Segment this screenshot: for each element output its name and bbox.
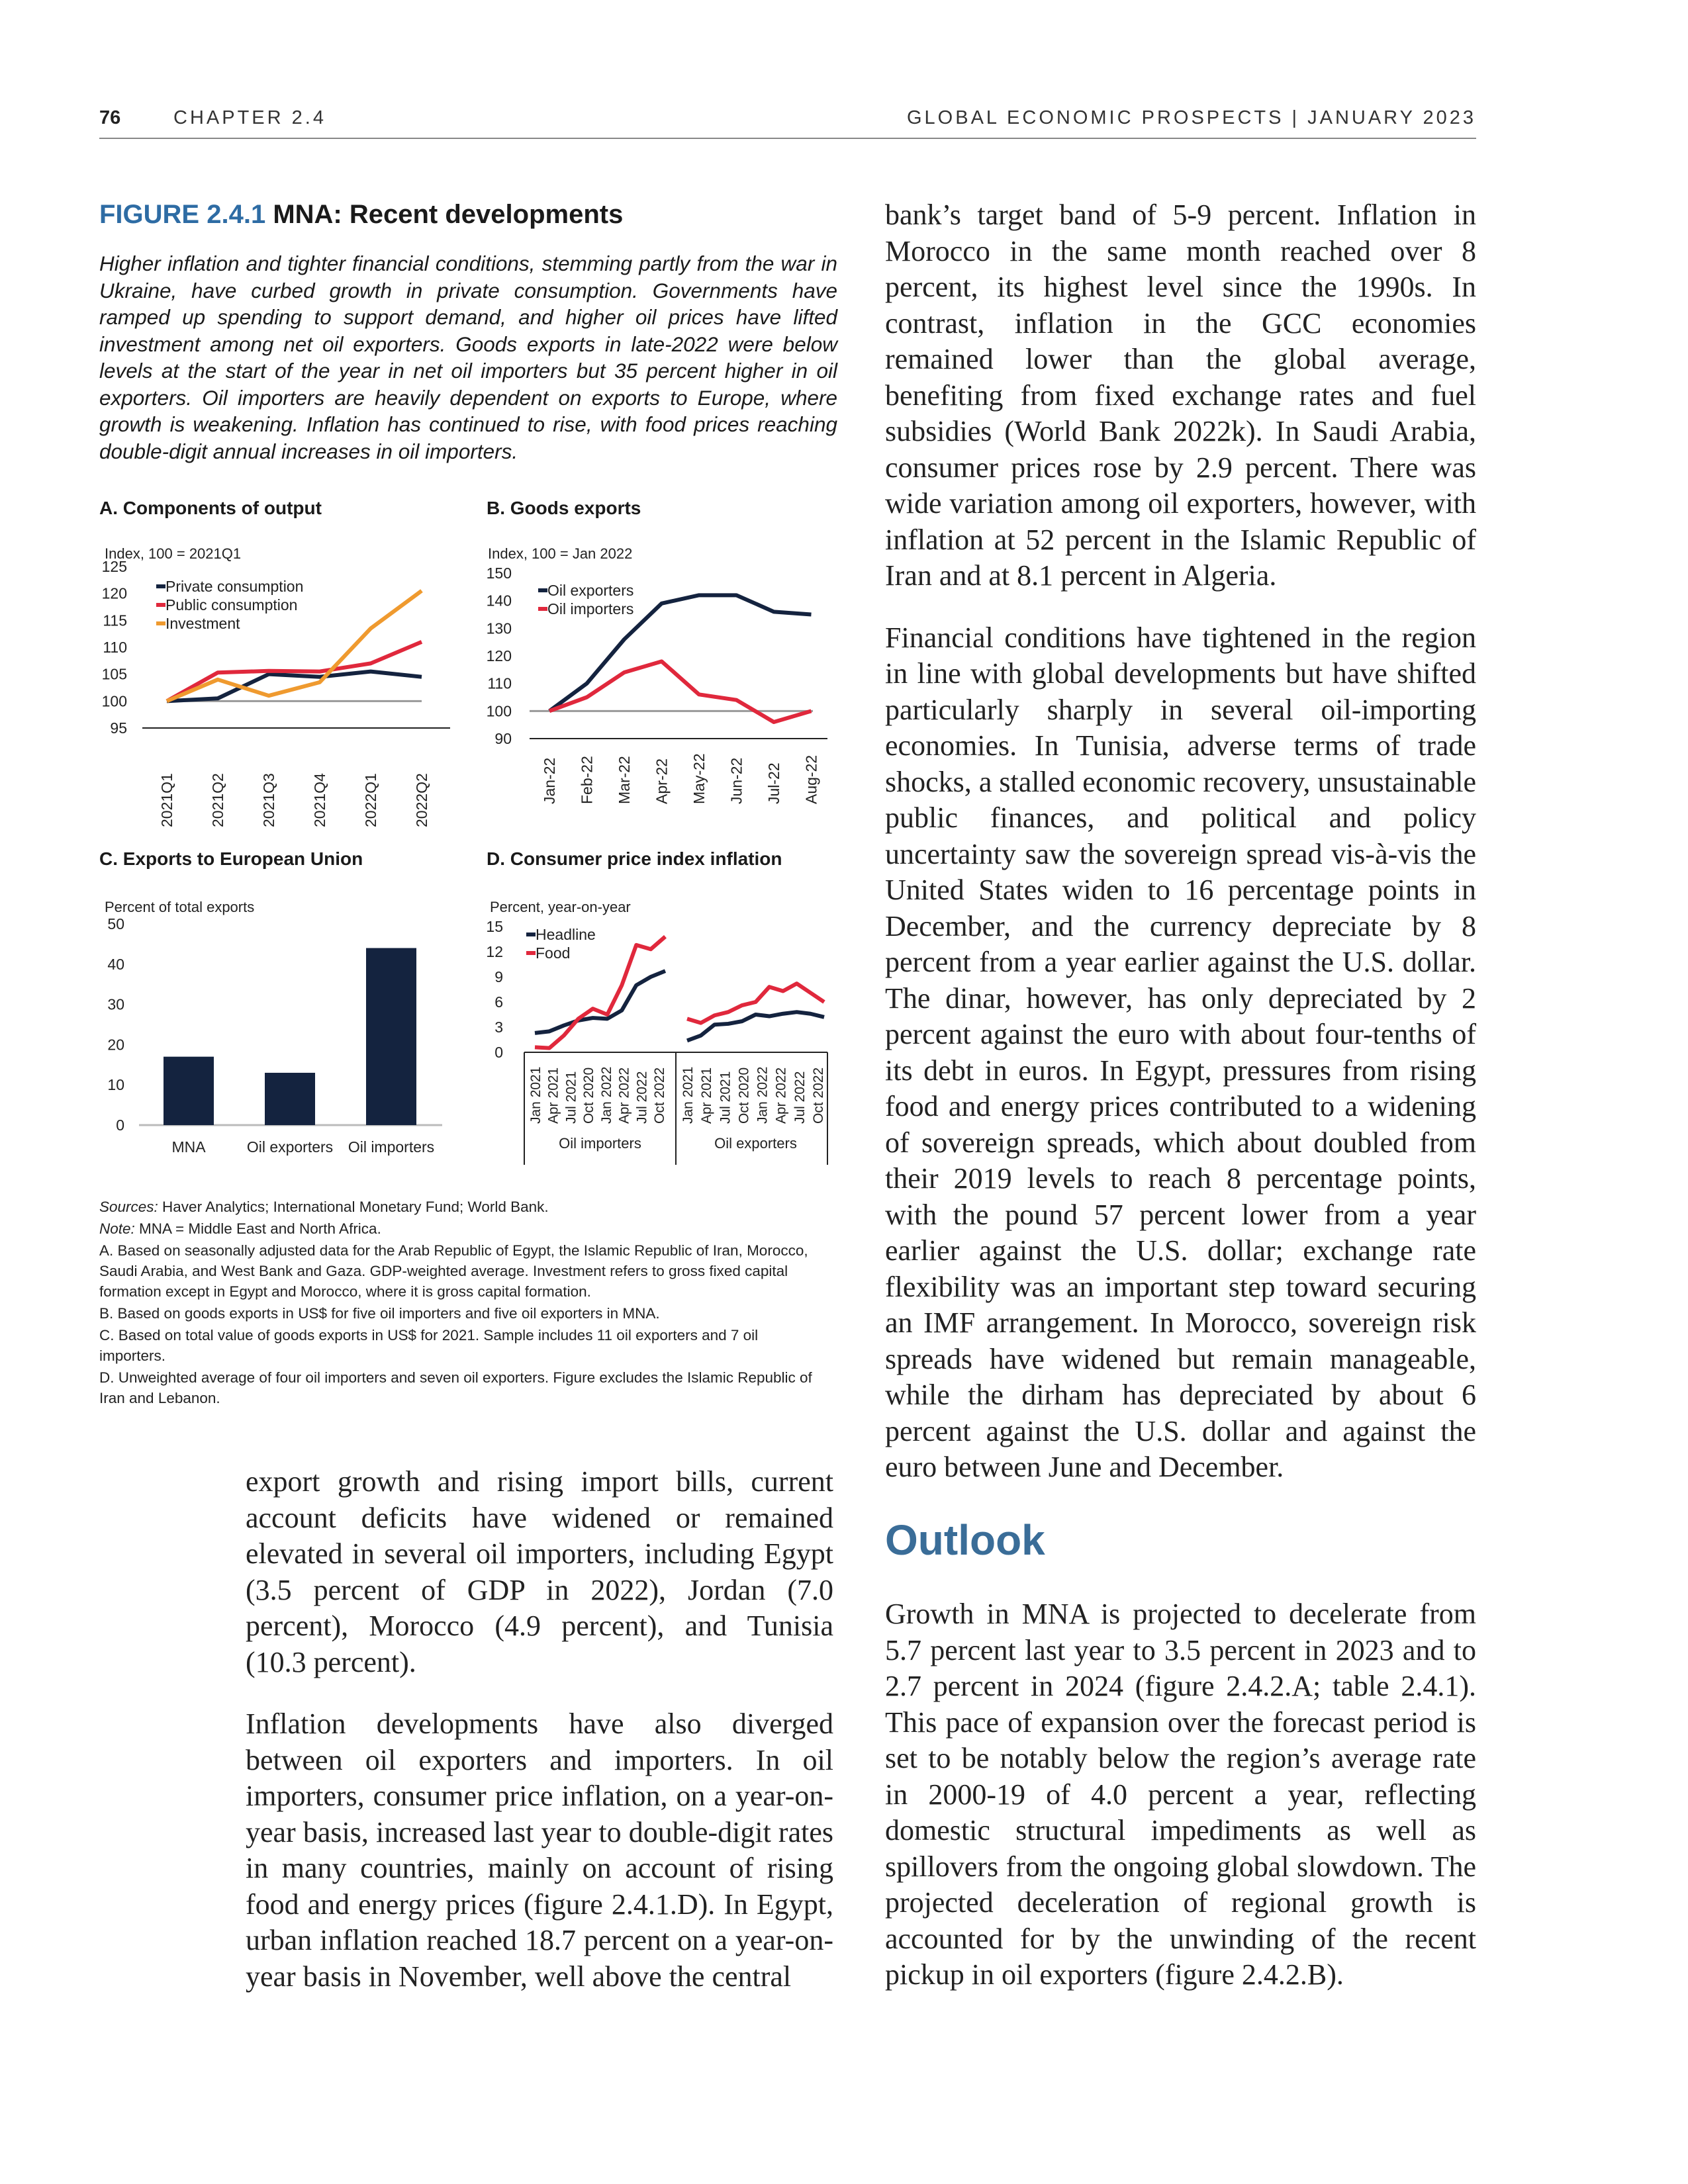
note-c: C. Based on total value of goods exports in US$ for 2021. Sample includes 11 oil exporters and 7 oil importers. [99,1327,759,1364]
x-tick-label: Jan 2022 [755,1066,771,1124]
panel-a-title: A. Components of output [99,498,322,518]
x-tick-label: Jul 2022 [634,1071,650,1124]
group-label: Oil exporters [714,1135,797,1152]
y-axis-label: Index, 100 = Jan 2022 [488,545,633,562]
x-tick-label: Jul 2021 [563,1071,579,1124]
y-tick-label: 0 [494,1044,503,1061]
y-tick-label: 40 [107,955,124,973]
sources-label: Sources: [99,1199,158,1215]
x-tick-label: Jul-22 [765,762,782,804]
x-tick-label: 2022Q1 [362,773,379,827]
x-tick-label: 2021Q4 [311,773,328,827]
right-column-text [885,197,1476,1512]
y-axis-label: Percent of total exports [105,899,255,915]
y-tick-label: 15 [486,918,503,935]
y-tick-label: 120 [486,647,512,664]
x-tick-label: Aug-22 [802,754,820,804]
x-tick-label: Oil importers [348,1138,435,1156]
note-a: A. Based on seasonally adjusted data for the Arab Republic of Egypt, the Islamic Republic of Iran, Morocco, Saudi Arabia, and West Bank and Gaza. GDP-weighted average. Investment refers to gross fixed capital formation except in Egypt and Morocco, where it is gross capital formation. [99,1242,808,1300]
x-tick-label: Oct 2022 [811,1067,826,1124]
note-text: MNA = Middle East and North Africa. [134,1220,381,1237]
panel-d-title: D. Consumer price index inflation [487,848,782,869]
x-tick-label: Jan 2021 [680,1066,696,1124]
figure-number: FIGURE 2.4.1 [99,200,266,229]
y-tick-label: 130 [486,619,512,637]
y-tick-label: 120 [101,584,127,602]
page-number: 76 [99,107,121,128]
x-tick-label: 2021Q2 [209,773,226,827]
x-tick-label: 2021Q1 [158,773,175,827]
y-tick-label: 140 [486,592,512,610]
x-tick-label: 2022Q2 [413,773,430,827]
sources-line [99,1197,814,1217]
legend-label: Private consumption [165,578,304,595]
outlook-heading: Outlook [885,1516,1045,1564]
y-tick-label: 9 [494,968,503,985]
x-tick-label: Apr 2021 [545,1067,561,1124]
y-tick-label: 90 [494,730,512,747]
x-tick-label: Oct 2020 [736,1067,752,1124]
figure-caption: Higher inflation and tighter financial conditions, stemming partly from the war in Ukraine, have curbed growth in private consumption. Governments have ramped up spending to support demand, and higher oil prices have lifted investment among net oil exporters. Goods exports in late-2022 were below levels at the start of the year in net oil importers but 35 percent higher in oil exporters. Oil importers are heavily dependent on exports to Europe, where growth is weakening. Inflation has continued to rise, with food prices reaching double-digit annual increases in oil importers. [99,251,837,463]
bar-oil-exporters [265,1073,315,1125]
chapter-label: CHAPTER 2.4 [173,107,326,128]
x-tick-label: Apr 2022 [616,1067,632,1124]
y-tick-label: 3 [494,1019,503,1036]
x-tick-label: Oct 2022 [652,1067,667,1124]
left-column-text [246,1464,833,2021]
legend-label: Public consumption [165,596,298,614]
x-tick-label: Jan 2021 [528,1066,543,1124]
figure-notes [99,1197,814,1410]
legend-label: Headline [536,926,596,943]
x-tick-label: Jan 2022 [598,1066,614,1124]
y-tick-label: 10 [107,1076,124,1094]
group-label: Oil importers [559,1135,641,1152]
y-tick-label: 105 [101,665,127,683]
series-line-headline-oil-exporters [687,1012,824,1040]
series-line-food-oil-exporters [687,983,824,1023]
legend-label: Food [536,944,571,962]
y-tick-label: 115 [103,612,127,629]
sources-text: Haver Analytics; International Monetary Fund; World Bank. [158,1199,549,1215]
legend-label: Oil importers [547,600,634,617]
y-tick-label: 0 [116,1116,124,1134]
paragraph: Financial conditions have tightened in the region in line with global developments but have shifted particularly sharply in several oil-importing economies. In Tunisia, adverse terms of trade shocks, a stalled economic recovery, unsustainable public finances, and political and policy uncertainty saw the sovereign spread vis-à-vis the United States widen to 16 percentage points in December, and the currency depreciate by 8 percent from a year earlier against the U.S. dollar. The dinar, however, has only depreciated by 2 percent against the euro with about four-tenths of its debt in euros. In Egypt, pressures from rising food and energy prices contributed to a widening of sovereign spreads, which about doubled from their 2019 levels to reach 8 percentage points, with the pound 57 percent lower from a year earlier against the U.S. dollar; exchange rate flexibility was an important step toward securing an IMF arrangement. In Morocco, sovereign risk spreads have widened but remain manageable, while the dirham has depreciated by about 6 percent against the U.S. dollar and against the euro between June and December. [885,621,1476,1483]
y-tick-label: 100 [486,702,512,720]
note-d: D. Unweighted average of four oil importers and seven oil exporters. Figure excludes the Islamic Republic of Iran and Lebanon. [99,1369,812,1406]
series-line-oil-importers [549,661,812,722]
paragraph: export growth and rising import bills, current account deficits have widened or remained elevated in several oil importers, including Egypt (3.5 percent of GDP in 2022), Jordan (7.0 percent), Morocco (4.9 percent), and Tunisia (10.3 percent). [246,1465,833,1678]
y-axis-label: Index, 100 = 2021Q1 [105,545,242,562]
x-tick-label: Jan-22 [541,757,558,804]
publication-title: GLOBAL ECONOMIC PROSPECTS | JANUARY 2023 [907,107,1476,128]
y-tick-label: 125 [101,558,127,575]
y-tick-label: 6 [494,993,503,1011]
y-tick-label: 150 [486,565,512,582]
y-tick-label: 110 [487,674,512,692]
x-tick-label: Jul 2021 [718,1071,733,1124]
bar-mna [164,1057,214,1125]
paragraph: bank’s target band of 5-9 percent. Inflation in Morocco in the same month reached over 8 percent, its highest level since the 1990s. In contrast, inflation in the GCC economies remained lower than the global average, benefiting from fixed exchange rates and fuel subsidies (World Bank 2022k). In Saudi Arabia, consumer prices rose by 2.9 percent. There was wide variation among oil exporters, however, with inflation at 52 percent in the Islamic Republic of Iran and at 8.1 percent in Algeria. [885,199,1476,592]
legend-label: Oil exporters [547,582,634,599]
x-tick-label: Jun-22 [727,757,745,804]
outlook-paragraph: Growth in MNA is projected to decelerate from 5.7 percent last year to 3.5 percent in 2023 and to 2.7 percent in 2024 (figure 2.4.2.A; table 2.4.1). This pace of expansion over the forecast period is set to be notably below the region’s average rate in 2000-19 of 4.0 percent a year, reflecting domestic structural impediments as well as spillovers from the ongoing global slowdown. The projected deceleration of regional growth is accounted for by the unwinding of the recent pickup in oil exporters (figure 2.4.2.B). [885,1598,1476,1991]
x-tick-label: Apr 2022 [773,1067,789,1124]
panel-b-title: B. Goods exports [487,498,641,518]
x-tick-label: Jul 2022 [792,1071,808,1124]
panel-c-title: C. Exports to European Union [99,848,363,869]
y-tick-label: 20 [107,1036,124,1054]
figure-title-text: MNA: Recent developments [273,200,624,229]
paragraph: Inflation developments have also diverged between oil exporters and importers. In oil importers, consumer price inflation, on a year-on-year basis, increased last year to double-digit rates in many countries, mainly on account of rising food and energy prices (figure 2.4.1.D). In Egypt, urban inflation reached 18.7 percent on a year-on-year basis in November, well above the central [246,1707,833,1993]
note-b: B. Based on goods exports in US$ for five oil importers and five oil exporters in MNA. [99,1305,660,1322]
y-tick-label: 110 [103,639,127,656]
x-tick-label: Mar-22 [616,756,633,804]
legend-label: Investment [165,615,240,632]
y-tick-label: 30 [107,995,124,1013]
y-tick-label: 100 [101,692,127,710]
x-tick-label: Oil exporters [246,1138,334,1156]
x-tick-label: Apr 2021 [699,1067,715,1124]
x-tick-label: Oct 2020 [581,1067,597,1124]
y-axis-label: Percent, year-on-year [490,899,631,915]
series-line-headline-oil-importers [535,971,665,1033]
note-label: Note: [99,1220,135,1237]
x-tick-label: Apr-22 [653,758,671,804]
x-tick-label: May-22 [690,753,708,804]
y-tick-label: 95 [110,719,127,737]
y-tick-label: 50 [107,915,124,933]
x-tick-label: 2021Q3 [260,773,277,827]
y-tick-label: 12 [486,943,503,960]
x-tick-label: MNA [171,1138,206,1156]
x-tick-label: Feb-22 [578,756,596,804]
note-line [99,1218,814,1239]
bar-oil-importers [366,948,416,1125]
